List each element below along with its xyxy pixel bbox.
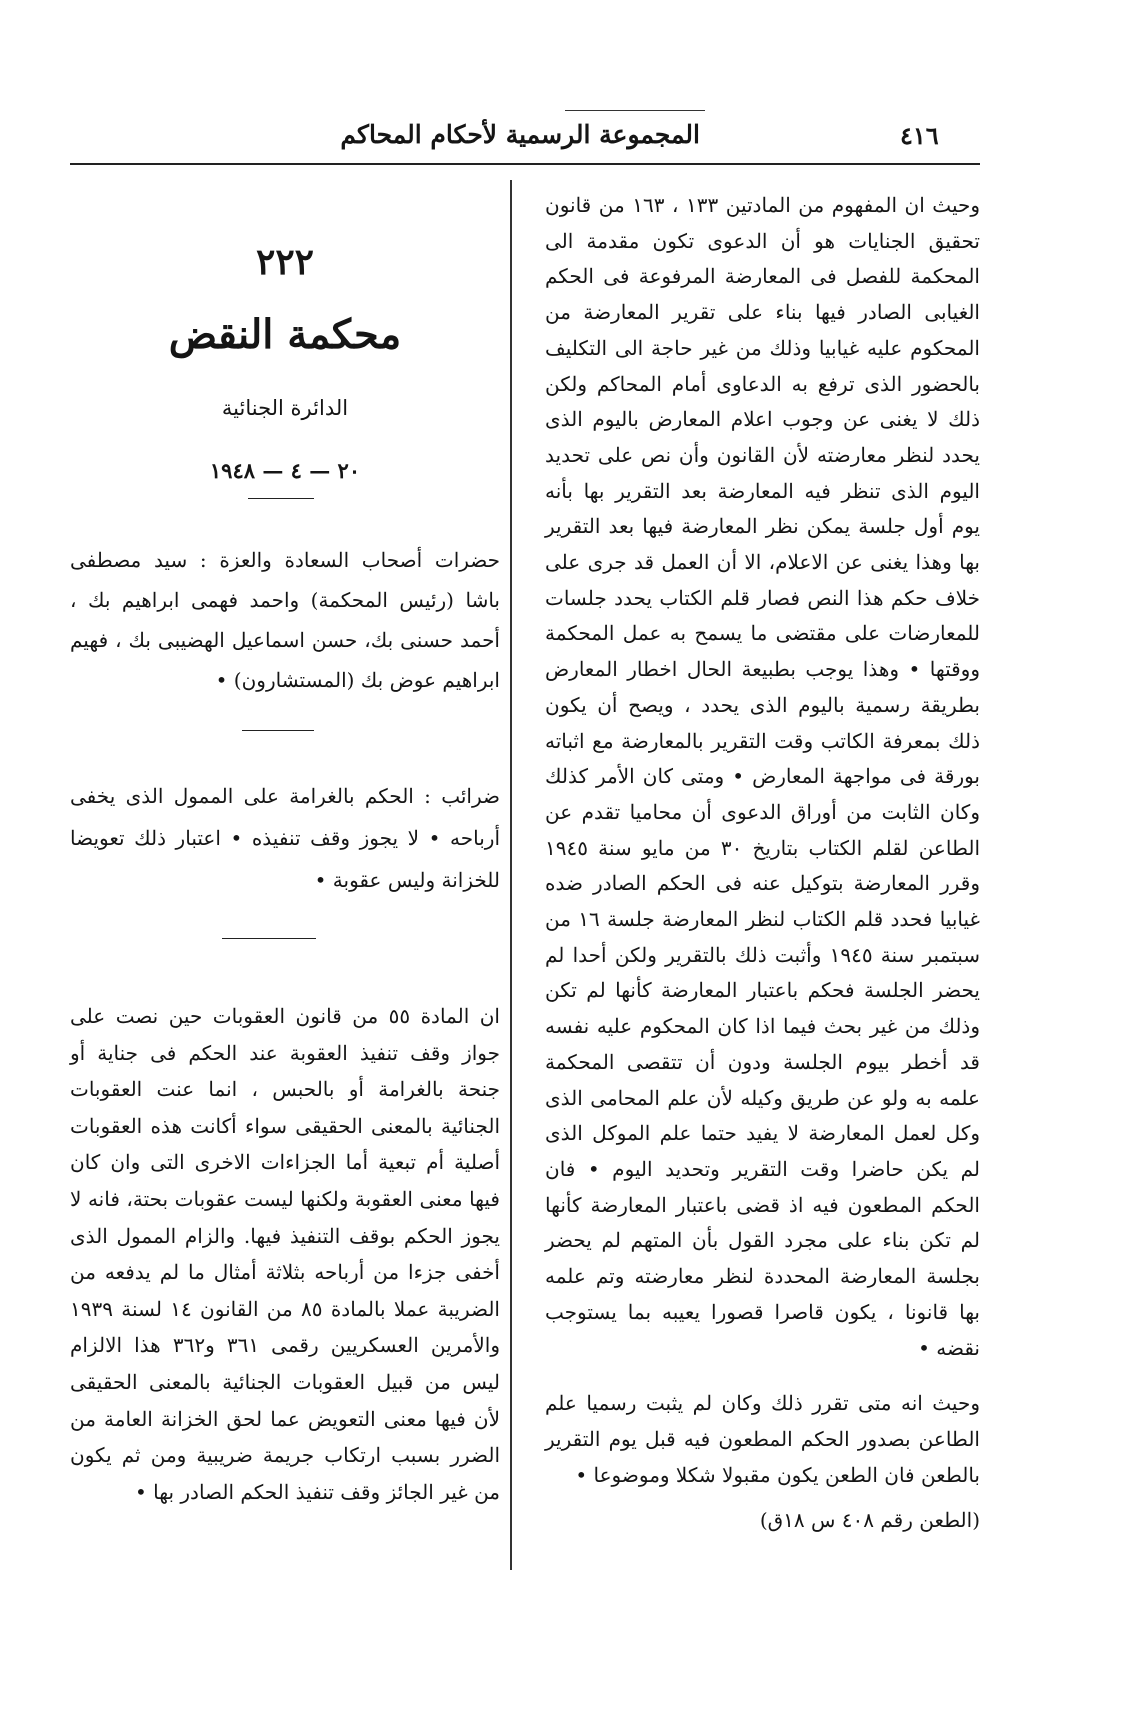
section-divider xyxy=(242,730,314,731)
running-header-title: المجموعة الرسمية لأحكام المحاكم xyxy=(340,120,700,149)
page-number: ٤١٦ xyxy=(900,121,939,150)
section-divider xyxy=(222,938,316,939)
case-number: ٢٢٢ xyxy=(255,241,314,283)
headnote-text: ضرائب : الحكم بالغرامة على الممول الذى يخفى أرباحه • لا يجوز وقف تنفيذه • اعتبار ذلك تعويضا للخزانة وليس عقوبة • xyxy=(70,784,500,892)
right-column xyxy=(545,188,980,1539)
column-divider xyxy=(510,180,512,1570)
legal-principle-text: ان المادة ٥٥ من قانون العقوبات حين نصت على جواز وقف تنفيذ العقوبة عند الحكم فى جناية أو جنحة بالغرامة أو بالحبس ، انما عنت العقوبات الجنائية بالمعنى الحقيقى سواء أكانت هذه العقوبات أصلية أم تبعية أما الجزاءات الاخرى التى وان كان فيها معنى العقوبة ولكنها ليست عقوبات بحتة، فانه لا يجوز الحكم بوقف التنفيذ فيها. والزام الممول الذى أخفى جزءا من أرباحه بثلاثة أمثال ما لم يدفعه من الضريبة عملا بالمادة ٨٥ من القانون ١٤ لسنة ١٩٣٩ والأمرين العسكريين رقمى ٣٦١ و٣٦٢ هذا الالزام ليس من قبيل العقوبات الجنائية بالمعنى الحقيقى لأن فيها معنى التعويض عما لحق الخزانة العامة من الضرر بسبب ارتكاب جريمة ضريبية ومن ثم يكون من غير الجائز وقف تنفيذ الحكم الصادر بها • xyxy=(70,1004,501,1504)
court-name: محكمة النقض xyxy=(168,311,402,358)
headnote xyxy=(70,775,500,901)
decision-date: ٢٠ — ٤ — ١٩٤٨ xyxy=(209,458,361,483)
legal-principle xyxy=(70,998,500,1510)
judgment-paragraph-1: وحيث ان المفهوم من المادتين ١٣٣ ، ١٦٣ من قانون تحقيق الجنايات هو أن الدعوى تكون مقدمة الى المحكمة للفصل فى المعارضة المرفوعة فى الحكم الغيابى الصادر فيها بناء على تقرير المعارضة من المحكوم عليه غيابيا وذلك من غير حاجة الى التكليف بالحضور الذى ترفع به الدعاوى أمام المحاكم ولكن ذلك لا يغنى عن وجوب اعلام المعارض باليوم الذى يحدد لنظر معارضته لأن القانون وأن نص على تحديد اليوم الذى تنظر فيه المعارضة بعد التقرير بها بأنه يوم أول جلسة يمكن نظر المعارضة فيها بعد التقرير بها وهذا يغنى عن الاعلام، الا أن العمل قد جرى على خلاف حكم هذا النص فصار قلم الكتاب يحدد جلسات للمعارضات على مقتضى ما يسمح به عمل المحكمة ووقتها • وهذا يوجب بطبيعة الحال اخطار المعارض بطريقة رسمية باليوم الذى يحدد ، ويصح أن يكون ذلك بمعرفة الكاتب وقت التقرير بالمعارضة مع اثباته بورقة فى مواجهة المعارض • ومتى كان الأمر كذلك وكان الثابت من أوراق الدعوى أن محاميا تقدم عن الطاعن لقلم الكتاب بتاريخ ٣٠ من مايو سنة ١٩٤٥ وقرر المعارضة بتوكيل عنه فى الحكم الصادر ضده غيابيا فحدد قلم الكتاب لنظر المعارضة جلسة ١٦ من سبتمبر سنة ١٩٤٥ وأثبت ذلك بالتقرير ولكن أحدا لم يحضر الجلسة فحكم باعتبار المعارضة كأنها لم تكن وذلك من غير بحث فيما اذا كان المحكوم عليه نفسه قد أخطر بيوم الجلسة ودون أن تتقصى المحكمة علمه به ولو عن طريق وكيله لأن علم المحامى الذى وكل لعمل المعارضة لا يفيد حتما علم الموكل الذى لم يكن حاضرا وقت التقرير وتحديد اليوم • فان الحكم المطعون فيه اذ قضى باعتبار المعارضة كأنها لم تكن بناء على مجرد القول بأن المتهم لم يحضر بجلسة المعارضة المحددة لنظر معارضته وتم علمه بها قانونا ، يكون قاصرا قصورا يعيبه بما يستوجب نقضه • xyxy=(545,193,980,1360)
section-divider xyxy=(248,498,314,499)
header-divider xyxy=(70,163,980,165)
appeal-citation: (الطعن رقم ٤٠٨ س ١٨ق) xyxy=(759,1508,980,1533)
chamber-name: الدائرة الجنائية xyxy=(221,396,349,420)
judgment-paragraph-2: وحيث انه متى تقرر ذلك وكان لم يثبت رسميا علم الطاعن بصدور الحكم المطعون فيه قبل يوم التقرير بالطعن فان الطعن يكون مقبولا شكلا وموضوعا • xyxy=(545,1391,980,1487)
top-rule xyxy=(565,110,705,111)
judges-panel-text: حضرات أصحاب السعادة والعزة : سيد مصطفى باشا (رئيس المحكمة) واحمد فهمى ابراهيم بك ، أحمد حسنى بك، حسن اسماعيل الهضيبى بك ، فهيم ابراهيم عوض بك (المستشارون) • xyxy=(70,548,500,692)
judges-panel xyxy=(70,540,500,700)
